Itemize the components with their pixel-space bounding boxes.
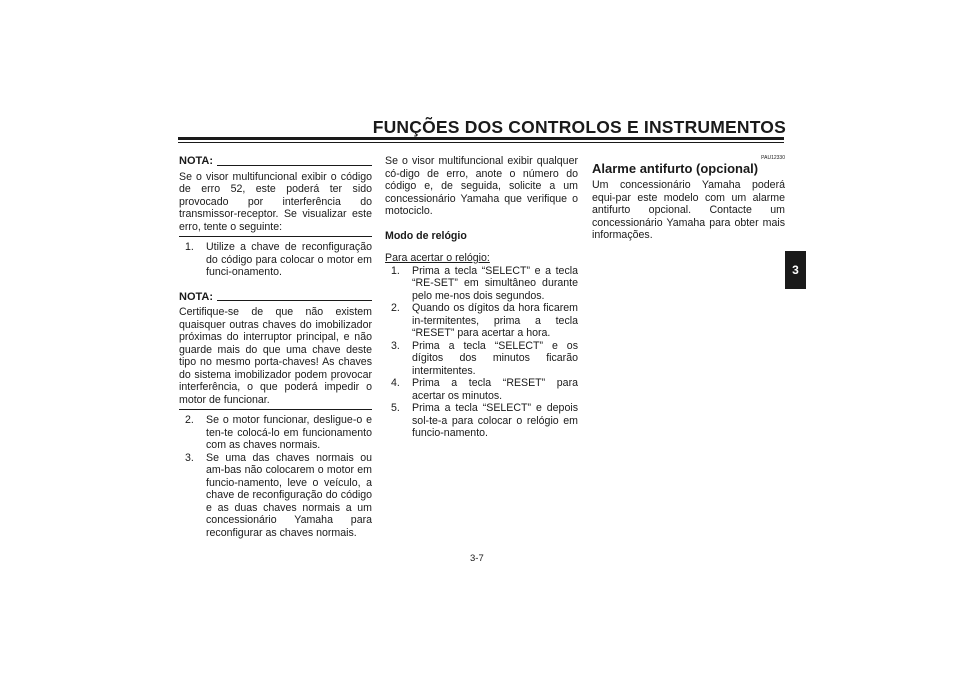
list-item: 3. Se uma das chaves normais ou am-bas não colocarem o motor em funcio-namento, leve o veículo, a chave de reconfiguração do código e as duas chaves normais a um concessionário Yamaha para reconfigurar as chaves normais. <box>185 451 372 539</box>
page-title: FUNÇÕES DOS CONTROLOS E INSTRUMENTOS <box>372 117 786 137</box>
section-subheading: Modo de relógio <box>385 229 467 242</box>
nota-label: NOTA: <box>179 290 214 303</box>
steps-list <box>385 265 578 440</box>
section-text: Um concessionário Yamaha poderá equi-par este modelo com um alarme antifurto opcional. Contacte um concessionário Yamaha para obter mais informações. <box>592 179 785 241</box>
steps-list <box>179 241 372 279</box>
nota-label: NOTA: <box>179 155 214 167</box>
section-title: Alarme antifurto (opcional) <box>592 161 759 176</box>
nota-divider <box>179 409 372 410</box>
list-item: 1. Utilize a chave de reconfiguração do código para colocar o motor em funci-onamento. <box>185 241 372 278</box>
reference-code: PAU12330 <box>761 155 785 161</box>
page-number: 3-7 <box>470 553 484 564</box>
nota-text: Se o visor multifuncional exibir o código de erro 52, este poderá ter sido provocado por interferência do transmissor-receptor. Se visualizar este erro, tente o seguinte: <box>179 170 372 233</box>
chapter-tab: 3 <box>785 251 806 289</box>
column-right <box>592 155 785 242</box>
procedure-heading: Para acertar o relógio: <box>385 252 490 264</box>
column-middle <box>385 155 578 440</box>
column-left <box>179 155 372 539</box>
nota-text: Certifique-se de que não existem quaisquer outras chaves do imobilizador próximas do interruptor principal, e não guarde mais do que uma chave deste tipo no mesmo porta-chaves! As chaves do sistema imobilizador podem provocar interferência, o que poderá impedir o motor de funcionar. <box>179 306 372 406</box>
list-item: 2. Quando os dígitos da hora ficarem in-termitentes, prima a tecla “RESET” para acertar a hora. <box>391 302 578 339</box>
steps-list <box>179 414 372 539</box>
header-rule-thin <box>178 142 784 143</box>
nota-heading <box>179 155 372 168</box>
list-item: 5. Prima a tecla “SELECT” e depois sol-te-a para colocar o relógio em funcio-namento. <box>391 402 578 439</box>
list-item: 4. Prima a tecla “RESET” para acertar os minutos. <box>391 377 578 402</box>
header-rule <box>178 137 784 140</box>
nota-divider <box>179 236 372 237</box>
list-item: 1. Prima a tecla “SELECT” e a tecla “RE-SET” em simultâneo durante pelo me-nos dois segundos. <box>391 264 578 302</box>
list-item: 2. Se o motor funcionar, desligue-o e ten-te colocá-lo em funcionamento com as chaves normais. <box>185 414 372 451</box>
nota-heading <box>179 291 372 304</box>
intro-text: Se o visor multifuncional exibir qualquer có-digo de erro, anote o número do código e, de seguida, solicite a um concessionário Yamaha que verifique o motociclo. <box>385 155 578 217</box>
list-item: 3. Prima a tecla “SELECT” e os dígitos dos minutos ficarão intermitentes. <box>391 339 578 377</box>
